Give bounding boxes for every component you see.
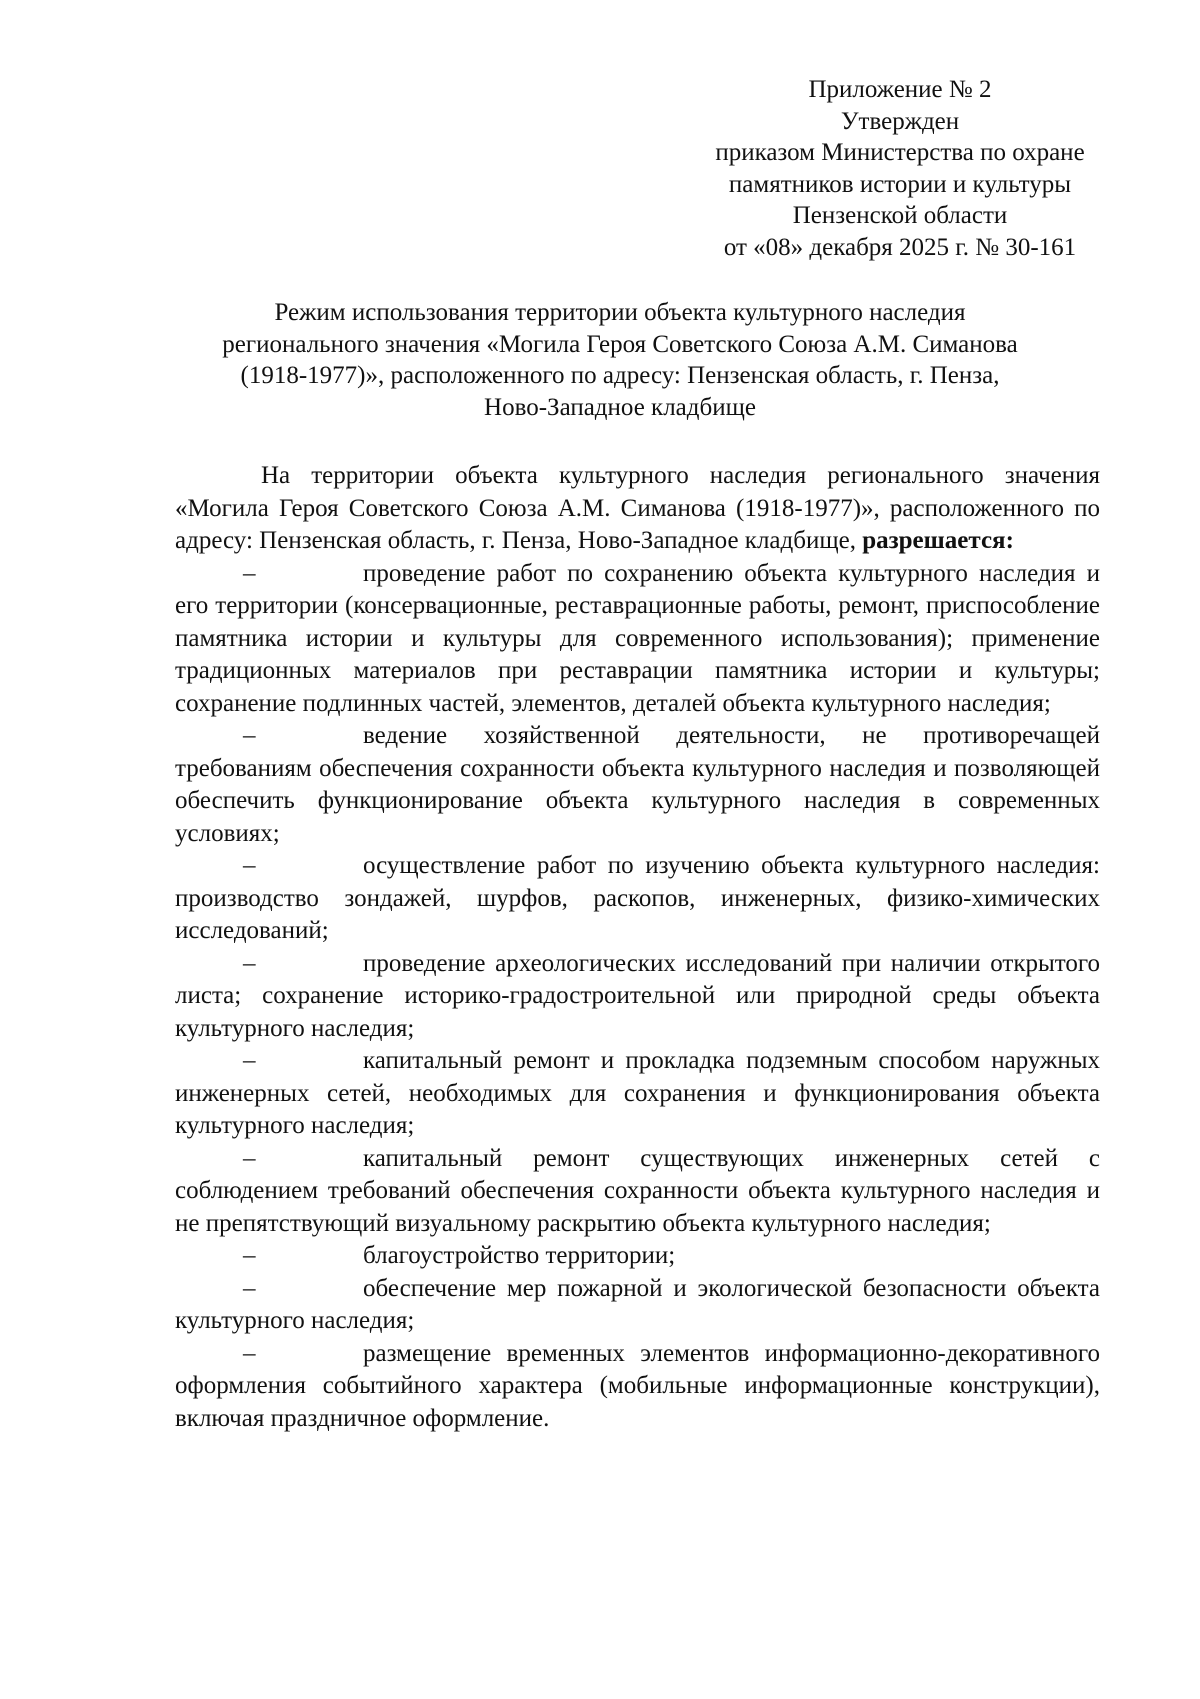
list-item: [175, 1045, 1100, 1143]
list-item-text: ведение хозяйственной деятельности, не противоречащей требованиям обеспечения сохранности объекта культурного наследия и позволяющей обеспечить функционирование объекта культурного наследия в современных условиях;: [175, 722, 1100, 847]
list-item-text: капитальный ремонт существующих инженерных сетей с соблюдением требований обеспечения сохранности объекта культурного наследия и не препятствующий визуальному раскрытию объекта культурного наследия;: [175, 1144, 1100, 1237]
list-item-text: капитальный ремонт и прокладка подземным способом наружных инженерных сетей, необходимых для сохранения и функционирования объекта культурного наследия;: [175, 1047, 1100, 1139]
dash-marker: –: [243, 949, 256, 977]
dash-marker: –: [243, 1274, 256, 1302]
list-item: [175, 1143, 1100, 1241]
dash-marker: –: [243, 1242, 256, 1269]
list-item-text: обеспечение мер пожарной и экологической безопасности объекта культурного наследия;: [175, 1274, 1100, 1334]
dash-marker: –: [243, 852, 256, 879]
dash-marker: –: [243, 722, 256, 749]
list-item-text: проведение археологических исследований при наличии открытого листа; сохранение историко-градостроительной или природной среды объекта культурного наследия;: [175, 949, 1100, 1042]
list-item-text: благоустройство территории;: [363, 1242, 676, 1269]
title-line-1: Режим использования территории объекта культурного наследия: [274, 299, 966, 326]
title-line-4: Ново-Западное кладбище: [484, 393, 756, 421]
title-line-3: (1918-1977)», расположенного по адресу: Пензенская область, г. Пенза,: [240, 362, 1000, 389]
order-issuer-line-2: памятников истории и культуры: [728, 170, 1072, 198]
order-issuer-line-1: приказом Министерства по охране: [715, 139, 1085, 166]
appendix-number: Приложение № 2: [808, 76, 992, 103]
list-item-text: проведение работ по сохранению объекта культурного наследия и его территории (консервационные, реставрационные работы, ремонт, приспособление памятника истории и культуры для современного использования); применение традиционных материалов при реставрации памятника истории и культуры; сохранение подлинных частей, элементов, деталей объекта культурного наследия;: [175, 559, 1100, 717]
intro-paragraph: [175, 460, 1100, 558]
intro-text: На территории объекта культурного наследия регионального значения «Могила Героя Советского Союза А.М. Симанова (1918-1977)», расположенного по адресу: Пензенская область, г. Пенза, Ново-Западное кладбище,: [175, 462, 1100, 554]
intro-emphasis: разрешается:: [862, 527, 1014, 554]
list-item: [175, 1338, 1100, 1436]
list-item-text: осуществление работ по изучению объекта культурного наследия: производство зондажей, шурфов, раскопов, инженерных, физико-химических исследований;: [175, 852, 1100, 944]
dash-marker: –: [243, 1047, 256, 1074]
approved-label: Утвержден: [840, 107, 960, 135]
dash-marker: –: [243, 559, 256, 587]
title-line-2: регионального значения «Могила Героя Советского Союза А.М. Симанова: [222, 330, 1018, 358]
dash-marker: –: [243, 1339, 256, 1367]
list-item-text: размещение временных элементов информационно-декоративного оформления событийного характера (мобильные информационные конструкции), включая праздничное оформление.: [175, 1339, 1100, 1432]
list-item: [175, 558, 1100, 721]
list-item: [175, 850, 1100, 948]
order-date-number: от «08» декабря 2025 г. № 30-161: [723, 233, 1077, 261]
order-issuer-line-3: Пензенской области: [792, 202, 1008, 229]
list-item: [175, 720, 1100, 850]
list-item: [175, 1240, 1100, 1273]
document-body: [175, 460, 1100, 1435]
document-title: [160, 297, 1080, 423]
approval-block: [690, 74, 1110, 263]
list-item: [175, 1273, 1100, 1338]
dash-marker: –: [243, 1144, 256, 1172]
list-item: [175, 948, 1100, 1046]
